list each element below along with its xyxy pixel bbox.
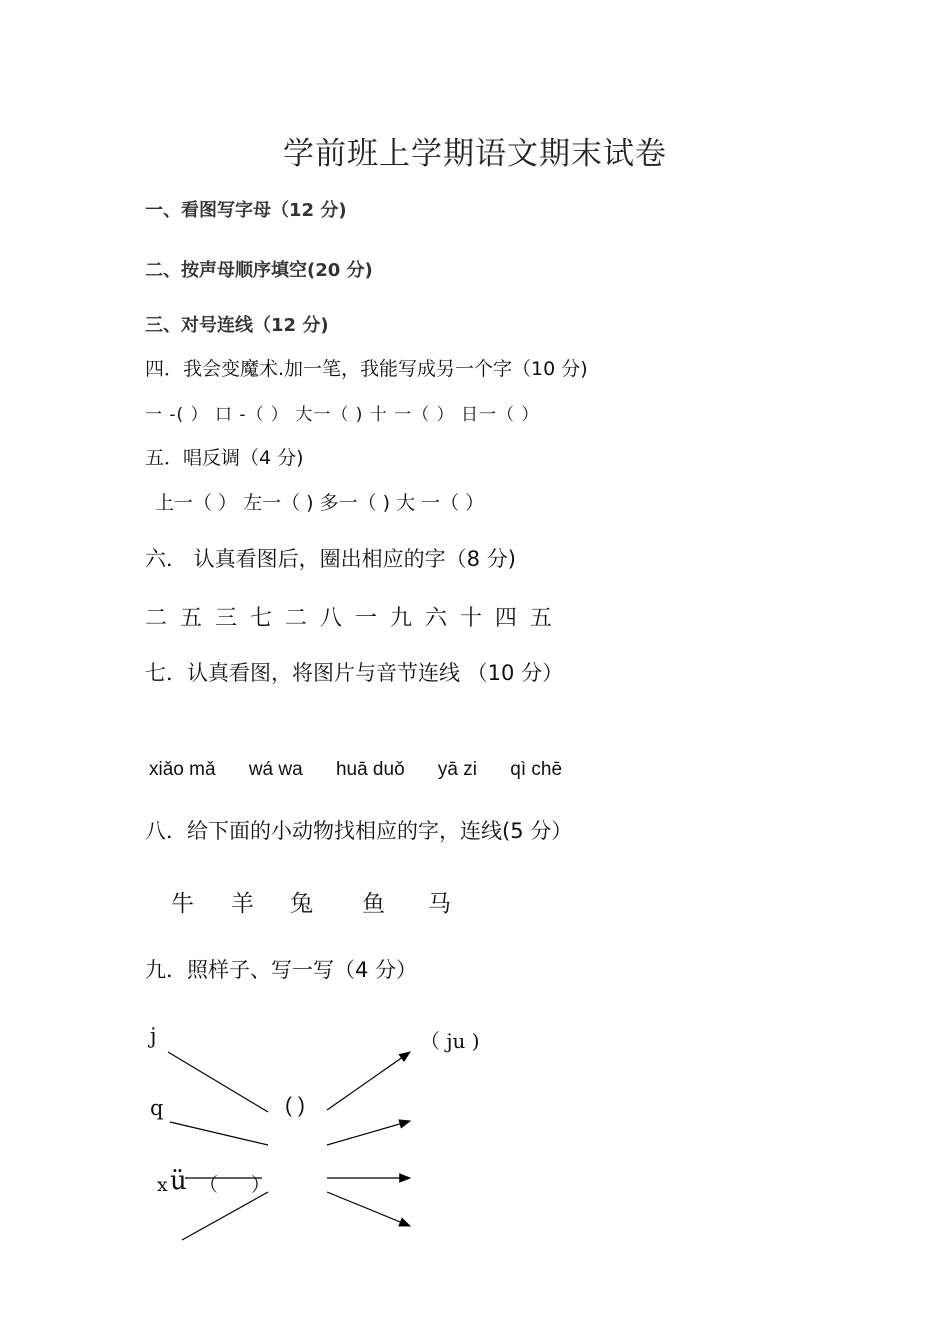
initial-q-label: q bbox=[150, 1096, 164, 1120]
section-2-heading: 二、按声母顺序填空(20 分) bbox=[145, 260, 373, 281]
section-1-heading: 一、看图写字母（12 分) bbox=[145, 200, 347, 221]
example-answer-ju: （ ju ) bbox=[420, 1029, 480, 1053]
connector-line-x bbox=[182, 1192, 268, 1240]
pinyin-item: xiǎo mǎ bbox=[149, 759, 216, 780]
vowel-u-umlaut-label: ü bbox=[170, 1166, 187, 1196]
section-4-items: 一 -( ） 口 -（ ） 大一（ ) 十 一（ ） 日一（ ） bbox=[145, 405, 540, 425]
animal-char-yu: 鱼 bbox=[362, 891, 385, 917]
section-5-heading: 五．唱反调（4 分) bbox=[145, 447, 304, 469]
pinyin-item: wá wa bbox=[248, 759, 303, 780]
initial-j-label: j bbox=[150, 1024, 157, 1048]
section-4-heading: 四．我会变魔术.加一笔，我能写成另一个字（10 分) bbox=[145, 358, 588, 380]
center-answer-blank: ( ) bbox=[285, 1094, 305, 1117]
arrow-line-1 bbox=[327, 1052, 410, 1110]
connector-line-q bbox=[170, 1122, 268, 1145]
animal-char-tu: 兔 bbox=[290, 891, 313, 917]
section-7-heading: 七．认真看图，将图片与音节连线 （10 分） bbox=[145, 661, 564, 685]
section-8-heading: 八．给下面的小动物找相应的字，连线(5 分） bbox=[145, 819, 573, 843]
arrow-line-4 bbox=[327, 1192, 410, 1226]
arrow-line-2 bbox=[327, 1121, 410, 1145]
blank-open-paren: （ bbox=[199, 1174, 219, 1196]
blank-close-paren: ） bbox=[251, 1174, 271, 1196]
section-6-characters: 二 五 三 七 二 八 一 九 六 十 四 五 bbox=[145, 606, 552, 631]
section-5-items: 上一（ ） 左一（ ) 多一（ ) 大 一（ ） bbox=[155, 492, 485, 514]
animal-char-ma: 马 bbox=[428, 891, 451, 917]
section-6-heading: 六． 认真看图后，圈出相应的字（8 分) bbox=[145, 547, 516, 571]
animal-char-yang: 羊 bbox=[231, 891, 254, 917]
animal-char-niu: 牛 bbox=[171, 891, 194, 917]
page-title: 学前班上学期语文期末试卷 bbox=[283, 136, 667, 172]
section-3-heading: 三、对号连线（12 分) bbox=[145, 315, 329, 336]
pinyin-item: qì chē bbox=[510, 759, 563, 780]
connector-line-j bbox=[168, 1052, 268, 1112]
initial-x-label: x bbox=[157, 1174, 168, 1196]
section-9-heading: 九．照样子、写一写（4 分） bbox=[145, 958, 418, 982]
pinyin-item: yā zi bbox=[437, 759, 477, 780]
pinyin-item: huā duǒ bbox=[335, 759, 405, 780]
